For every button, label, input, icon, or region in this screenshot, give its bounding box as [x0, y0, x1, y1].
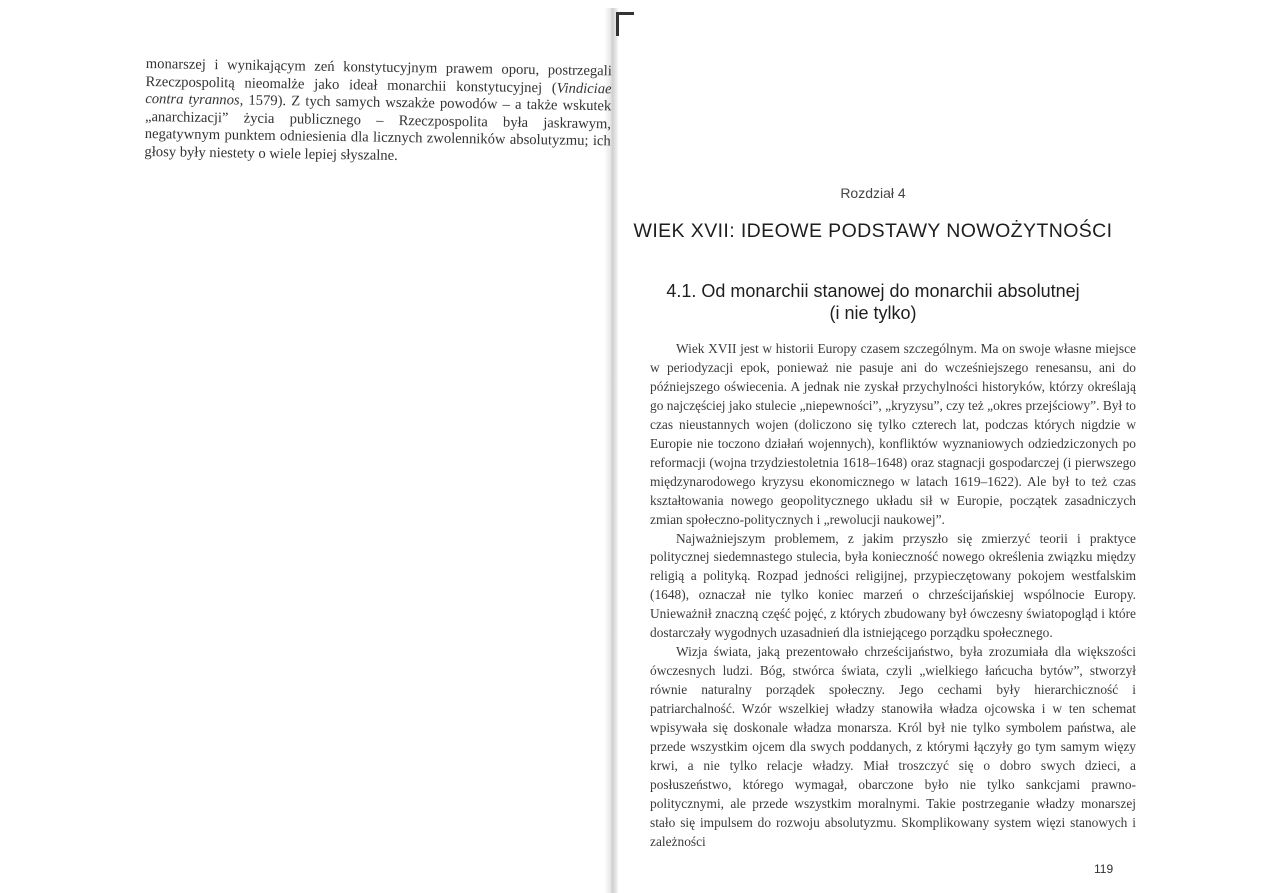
body-paragraph: Najważniejszym problemem, z jakim przyszło się zmierzyć teorii i praktyce politycznej siedemnastego stulecia, była konieczność nowego określenia związku między religią a polityką. Rozpad jedności religijnej, przypieczętowany pokojem westfalskim (1648), oznaczał nie tylko koniec marzeń o chrześcijańskiej wspólnocie Europy. Unieważnił znaczną część pojęć, z których zbudowany był ówczesny światopogląd i które dostarczały wygodnych uzasadnień dla istniejącego porządku społecznego. — [650, 530, 1136, 641]
left-paragraph — [144, 56, 612, 169]
section-title-line: 4.1. Od monarchii stanowej do monarchii absolutnej — [666, 281, 1080, 301]
left-text-part: monarszej i wynikającym zeń konstytucyjnym prawem oporu, postrzegali Rzeczpospolitą nieomalże jako ideał monarchii konstytucyjnej ( — [145, 56, 612, 97]
right-page — [618, 0, 1267, 893]
page-number: 119 — [1094, 862, 1114, 876]
body-paragraph: Wiek XVII jest w historii Europy czasem szczególnym. Ma on swoje własne miejsce w periodyzacji epok, ponieważ nie pasuje ani do wcześniejszego renesansu, ani do późniejszego oświecenia. A jednak nie zyskał przychylności historyków, którzy określają go najczęściej jako stulecie „niepewności”, „kryzysu”, czy też „okres przejściowy”. Był to czas nieustannych wojen (doliczono się tylko czterech lat, podczas których nigdzie w Europie nie toczono działań wojennych), konfliktów wyznaniowych odziedziczonych po reformacji (wojna trzydziestoletnia 1618–1648) oraz stagnacji gospodarczej (i pierwszego międzynarodowego kryzysu ekonomicznego w latach 1619–1622). Ale był to też czas kształtowania nowego geopolitycznego układu sił w Europie, początek zasadniczych zmian społeczno-politycznych i „rewolucji naukowej”. — [650, 341, 1136, 527]
chapter-title: WIEK XVII: IDEOWE PODSTAWY NOWOŻYTNOŚCI — [633, 220, 1113, 242]
body-paragraph: Wizja świata, jaką prezentowało chrześcijaństwo, była zrozumiała dla większości ówczesnych ludzi. Bóg, stwórca świata, czyli „wielkiego łańcucha bytów”, stworzył równie naturalny porządek społeczny. Jego cechami były hierarchiczność i patriarchalność. Wzór wszelkiej władzy stanowiła władza ojcowska i w ten schemat wpisywała się doskonale władza monarsza. Król był nie tylko symbolem państwa, ale przede wszystkim ojcem dla swych poddanych, z którymi łączyły go tym samym więzy krwi, a nie tylko relacje władzy. Miał troszczyć się o dobro swych dzieci, a posłuszeństwo, którego wymagał, obarczone było nie tylko sankcjami prawno-politycznymi, ale przede wszystkim moralnymi. Takie postrzeganie władzy monarszej stało się impulsem do rozwoju absolutyzmu. Skomplikowany system więzi stanowych i zależności — [650, 644, 1136, 849]
chapter-label: Rozdział 4 — [840, 185, 906, 201]
section-title-line: (i nie tylko) — [829, 303, 917, 323]
left-text-part: , 1579). Z tych samych wszakże powodów – a także wskutek „anarchizacji” życia publicznego – Rzeczpospolita była jaskrawym, negatywnym punktem odniesienia dla licznych zwolenników absolutyzmu; ich głosy były niestety o wiele lepiej słyszalne. — [144, 92, 612, 164]
section-title — [618, 280, 1128, 324]
left-page-text — [144, 56, 612, 169]
left-page — [0, 0, 612, 893]
left-text-italic-title: Vindiciae contra tyrannos — [145, 80, 612, 109]
body-text — [650, 340, 1136, 852]
